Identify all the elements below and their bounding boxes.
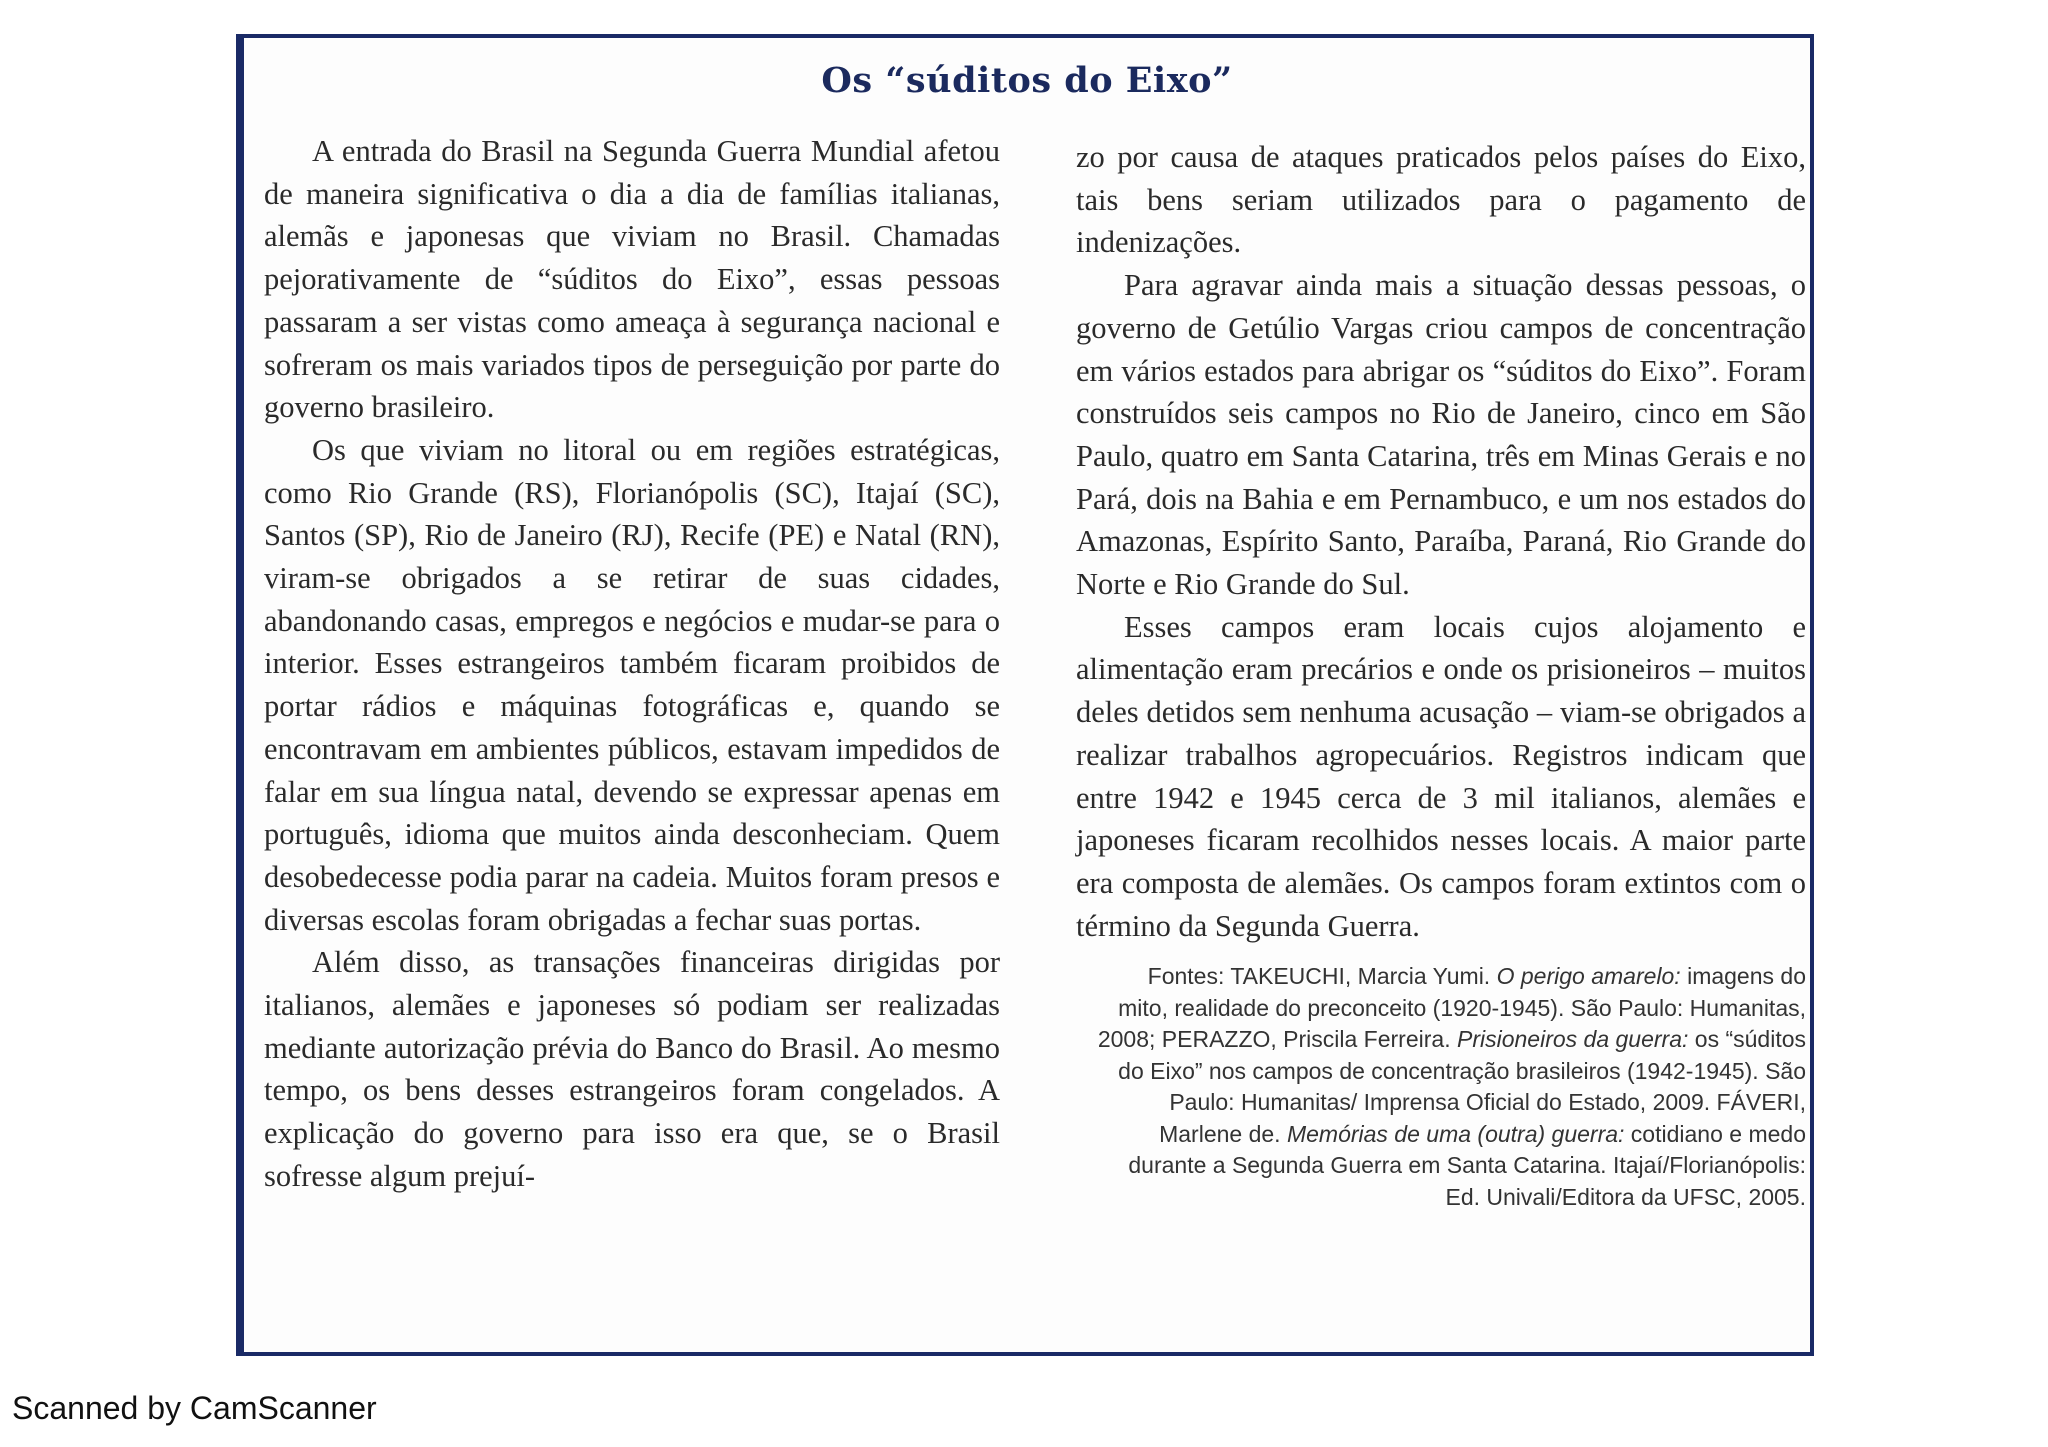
source-1-prefix: Fontes: TAKEUCHI, Marcia Yumi.: [1147, 963, 1497, 990]
source-2-title: Prisioneiros da guerra:: [1456, 1026, 1689, 1053]
camscanner-watermark: Scanned by CamScanner: [12, 1390, 377, 1426]
left-column: [264, 130, 1000, 1198]
left-paragraph-3: Além disso, as transações financeiras dirigidas por italianos, alemães e japoneses só podiam ser realizadas mediante autorização prévia do Banco do Brasil. Ao mesmo tempo, os bens desses estrangeiros foram congelados. A explicação do governo para isso era que, se o Brasil sofresse algum prejuí-: [264, 945, 1000, 1193]
left-paragraph-2: Os que viviam no litoral ou em regiões estratégicas, como Rio Grande (RS), Florianópolis (SC), Itajaí (SC), Santos (SP), Rio de Janeiro (RJ), Recife (PE) e Natal (RN), viram-se obrigados a se retirar de suas cidades, abandonando casas, empregos e negócios e mudar-se para o interior. Esses estrangeiros também ficaram proibidos de portar rádios e máquinas fotográficas e, quando se encontravam em ambientes públicos, estavam impedidos de falar em sua língua natal, devendo se expressar apenas em português, idioma que muitos ainda desconheciam. Quem desobedecesse podia parar na cadeia. Muitos foram presos e diversas escolas foram obrigadas a fechar suas portas.: [264, 432, 1000, 937]
source-1-title: O perigo amarelo:: [1496, 963, 1681, 990]
right-paragraph-1-continuation: zo por causa de ataques praticados pelos países do Eixo, tais bens seriam utilizados para o pagamento de indenizações.: [1076, 140, 1806, 260]
source-1-rest: imagens do mito, realidade do preconceito (1920-1945). São Paulo: Humanitas, 2008; PERAZZO, Priscila Ferreira.: [1097, 963, 1806, 1053]
right-paragraph-2: Para agravar ainda mais a situação dessas pessoas, o governo de Getúlio Vargas criou campos de concentração em vários estados para abrigar os “súditos do Eixo”. Foram construídos seis campos no Rio de Janeiro, cinco em São Paulo, quatro em Santa Catarina, três em Minas Gerais e no Pará, dois na Bahia e em Pernambuco, e um nos estados do Amazonas, Espírito Santo, Paraíba, Paraná, Rio Grande do Norte e Rio Grande do Sul.: [1076, 268, 1806, 602]
right-paragraph-3: Esses campos eram locais cujos alojamento e alimentação eram precários e onde os prisioneiros – muitos deles detidos sem nenhuma acusação – viam-se obrigados a realizar trabalhos agropecuários. Registros indicam que entre 1942 e 1945 cerca de 3 mil italianos, alemães e japoneses ficaram recolhidos nesses locais. A maior parte era composta de alemães. Os campos foram extintos com o término da Segunda Guerra.: [1076, 609, 1806, 943]
right-column: [1076, 136, 1806, 1213]
source-3-rest: cotidiano e medo durante a Segunda Guerra em Santa Catarina. Itajaí/Florianópolis: Ed. Univali/Editora da UFSC, 2005.: [1128, 1120, 1806, 1210]
source-2-rest: os “súditos do Eixo” nos campos de concentração brasileiros (1942-1945). São Paulo: Humanitas/ Imprensa Oficial do Estado, 2009. FÁVERI, Marlene de.: [1118, 1026, 1806, 1147]
article-title: Os “súditos do Eixo”: [821, 60, 1233, 101]
article-box: [236, 34, 1814, 1356]
top-edge-strip: [0, 0, 2048, 8]
source-3-title: Memórias de uma (outra) guerra:: [1286, 1120, 1625, 1147]
left-paragraph-1: A entrada do Brasil na Segunda Guerra Mundial afetou de maneira significativa o dia a dia de famílias italianas, alemãs e japonesas que viviam no Brasil. Chamadas pejorativamente de “súditos do Eixo”, essas pessoas passaram a ser vistas como ameaça à segurança nacional e sofreram os mais variados tipos de perseguição por parte do governo brasileiro.: [264, 134, 1000, 425]
sources-citation: [1076, 961, 1806, 1213]
